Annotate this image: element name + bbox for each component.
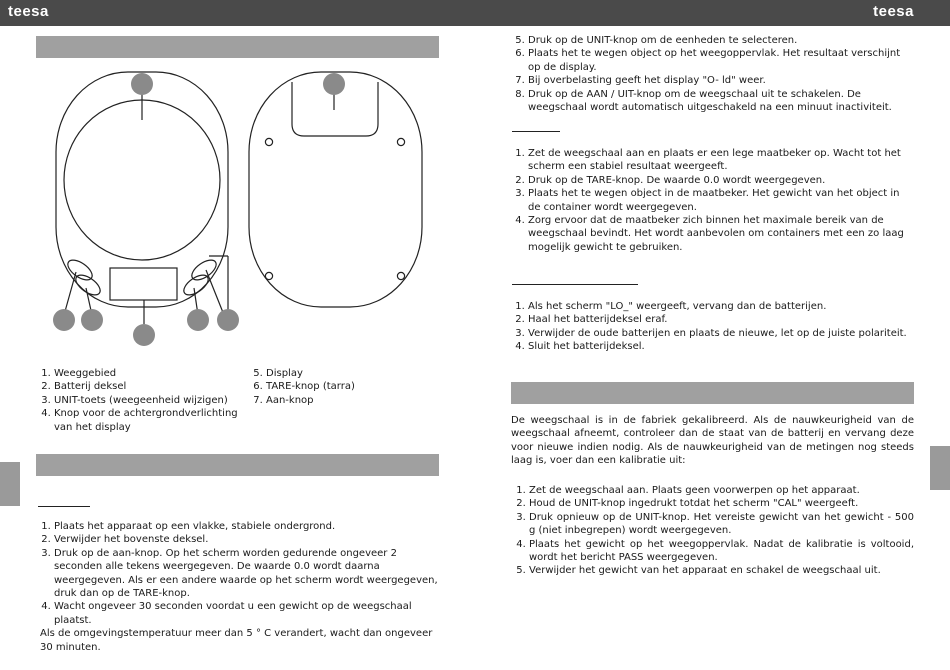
part-item: 3. UNIT-toets (weegeenheid wijzigen) bbox=[54, 394, 248, 407]
list-item: 1. Plaats het apparaat op een vlakke, stabiele ondergrond. bbox=[54, 520, 440, 533]
subheading-rule bbox=[38, 506, 90, 507]
list-item: 3. Druk op de aan-knop. Op het scherm worden gedurende ongeveer 2 seconden alle tekens weergegeven. De waarde 0.0 wordt daarna weergegeven. Als er een andere waarde op het scherm wordt weergegeven, druk dan op de TARE-knop. bbox=[54, 547, 440, 601]
screw-hole bbox=[265, 272, 272, 279]
header-bar bbox=[0, 0, 950, 26]
part-item: 5. Display bbox=[266, 367, 428, 380]
section-banner-usage bbox=[36, 454, 439, 476]
section-banner-description bbox=[36, 36, 439, 58]
subheading-rule bbox=[512, 284, 638, 285]
callout-marker bbox=[133, 324, 155, 346]
list-item: 1. Zet de weegschaal aan. Plaats geen voorwerpen op het apparaat. bbox=[529, 484, 914, 497]
temperature-note: Als de omgevingstemperatuur meer dan 5 ° C verandert, wacht dan ongeveer 30 minuten. bbox=[40, 628, 433, 653]
list-item: 7. Bij overbelasting geeft het display "O- ld" weer. bbox=[528, 74, 914, 87]
list-item: 2. Druk op de TARE-knop. De waarde 0.0 wordt weergegeven. bbox=[528, 174, 914, 187]
usage-steps bbox=[36, 520, 440, 654]
list-item: 1. Als het scherm "LO_" weergeeft, vervang dan de batterijen. bbox=[528, 300, 914, 313]
subheading-rule bbox=[512, 131, 560, 132]
part-item: 2. Batterij deksel bbox=[54, 380, 248, 393]
part-item: 1. Weeggebied bbox=[54, 367, 248, 380]
list-item: 5. Verwijder het gewicht van het apparaat en schakel de weegschaal uit. bbox=[529, 564, 914, 577]
list-item: 4. Sluit het batterijdeksel. bbox=[528, 340, 914, 353]
list-item: 3. Plaats het te wegen object in de maatbeker. Het gewicht van het object in de container wordt weergegeven. bbox=[528, 187, 914, 214]
callout-marker bbox=[53, 309, 75, 331]
list-item: 2. Verwijder het bovenste deksel. bbox=[54, 533, 440, 546]
callout-marker bbox=[217, 309, 239, 331]
callout-marker bbox=[131, 73, 153, 95]
list-item: 6. Plaats het te wegen object op het weegoppervlak. Het resultaat verschijnt op de display. bbox=[528, 47, 914, 74]
list-item: 1. Zet de weegschaal aan en plaats er een lege maatbeker op. Wacht tot het scherm een stabiel resultaat weergeeft. bbox=[528, 147, 914, 174]
usage-steps-continued bbox=[510, 34, 914, 114]
weighing-plate bbox=[64, 100, 220, 260]
list-item: 5. Druk op de UNIT-knop om de eenheden te selecteren. bbox=[528, 34, 914, 47]
battery-steps bbox=[510, 300, 914, 354]
callout-marker bbox=[81, 309, 103, 331]
tare-steps bbox=[510, 147, 914, 254]
brand-logo-left: teesa bbox=[8, 3, 49, 20]
parts-list-right bbox=[248, 367, 428, 407]
display-window bbox=[110, 268, 177, 300]
part-item: 7. Aan-knop bbox=[266, 394, 428, 407]
device-diagram bbox=[36, 60, 439, 350]
list-item: 4. Zorg ervoor dat de maatbeker zich binnen het maximale bereik van de weegschaal bevindt. Het wordt aanbevolen om containers met een zo laag mogelijk gewicht te gebruiken. bbox=[528, 214, 914, 254]
parts-list-left bbox=[36, 367, 248, 434]
button-left-1 bbox=[65, 256, 96, 284]
button-right-2 bbox=[181, 271, 212, 299]
part-item: 4. Knop voor de achtergrondverlichting van het display bbox=[54, 407, 248, 434]
list-item: 2. Houd de UNIT-knop ingedrukt totdat het scherm "CAL" weergeeft. bbox=[529, 497, 914, 510]
list-item: 2. Haal het batterijdeksel eraf. bbox=[528, 313, 914, 326]
list-item: 4. Wacht ongeveer 30 seconden voordat u een gewicht op de weegschaal plaatst. bbox=[54, 600, 440, 627]
callout-marker bbox=[323, 73, 345, 95]
callout-marker bbox=[187, 309, 209, 331]
side-tab-left bbox=[0, 462, 20, 506]
calibration-steps bbox=[511, 484, 914, 578]
brand-logo-right: teesa bbox=[873, 3, 914, 20]
scale-back-body bbox=[249, 72, 422, 307]
screw-hole bbox=[397, 138, 404, 145]
screw-hole bbox=[265, 138, 272, 145]
button-right-1 bbox=[189, 256, 220, 284]
calibration-intro: De weegschaal is in de fabriek gekalibreerd. Als de nauwkeurigheid van de weegschaal afneemt, controleer dan de staat van de batterij en vervang deze voor nieuwe indien nodig. Als de nauwkeurigheid van de metingen nog steeds laag is, voer dan een kalibratie uit: bbox=[511, 415, 914, 467]
side-tab-right bbox=[930, 446, 950, 490]
list-item: 4. Plaats het gewicht op het weegoppervlak. Nadat de kalibratie is voltooid, wordt het bericht PASS weergegeven. bbox=[529, 538, 914, 565]
section-banner-calibration bbox=[511, 382, 914, 404]
screw-hole bbox=[397, 272, 404, 279]
list-item: 3. Verwijder de oude batterijen en plaats de nieuwe, let op de juiste polariteit. bbox=[528, 327, 914, 340]
part-item: 6. TARE-knop (tarra) bbox=[266, 380, 428, 393]
list-item: 8. Druk op de AAN / UIT-knop om de weegschaal uit te schakelen. De weegschaal wordt automatisch uitgeschakeld na een minuut inactiviteit. bbox=[528, 88, 914, 115]
list-item: 3. Druk opnieuw op de UNIT-knop. Het vereiste gewicht van het gewicht - 500 g (niet inbegrepen) wordt weergegeven. bbox=[529, 511, 914, 538]
